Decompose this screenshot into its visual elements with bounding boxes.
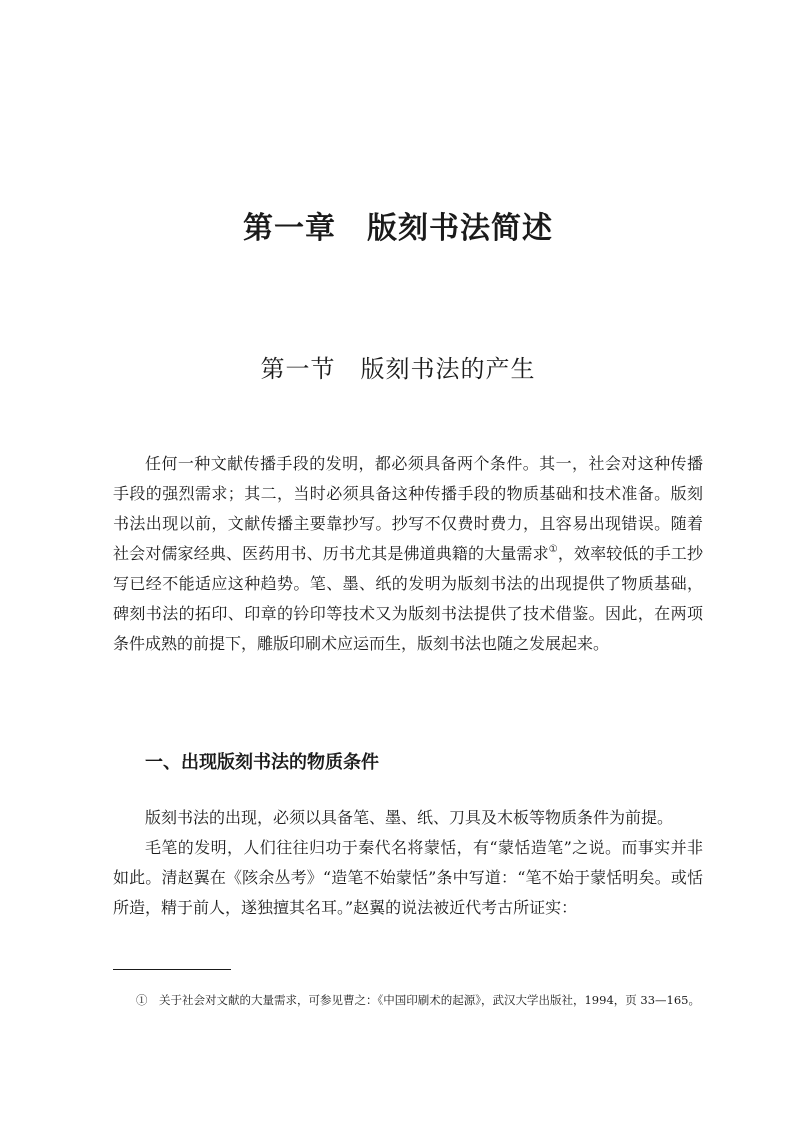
intro-text-part-2: ，效率较低的手工抄写已经不能适应这种趋势。笔、墨、纸的发明为版刻书法的出现提供了物质基础，碑刻书法的拓印、印章的钤印等技术又为版刻书法提供了技术借鉴。因此，在两项条件成熟的前提下，雕版印刷术应运而生，版刻书法也随之发展起来。 bbox=[113, 544, 703, 653]
footnote: ① 关于社会对文献的大量需求，可参见曹之：《中国印刷术的起源》，武汉大学出版社，1994，页 33—165。 bbox=[136, 993, 701, 1007]
footnote-separator bbox=[113, 969, 231, 970]
body-paragraph: 毛笔的发明，人们往往归功于秦代名将蒙恬，有“蒙恬造笔”之说。而事实并非如此。清赵翼在《陔余丛考》“造笔不始蒙恬”条中写道：“笔不始于蒙恬明矣。或恬所造，精于前人，遂独擅其名耳。”赵翼的说法被近代考古所证实： bbox=[113, 838, 703, 917]
footnote-reference-mark[interactable]: ① bbox=[548, 544, 558, 555]
body-paragraph: 版刻书法的出现，必须以具备笔、墨、纸、刀具及木板等物质条件为前提。 bbox=[145, 808, 674, 827]
body-text bbox=[113, 803, 703, 923]
intro-paragraph bbox=[113, 449, 703, 659]
chapter-title: 第一章 版刻书法简述 bbox=[243, 211, 553, 246]
intro-text-part-1: 任何一种文献传播手段的发明，都必须具备两个条件。其一，社会对这种传播手段的强烈需求；其二，当时必须具备这种传播手段的物质基础和技术准备。版刻书法出现以前，文献传播主要靠抄写。抄写不仅费时费力，且容易出现错误。随着社会对儒家经典、医药用书、历书尤其是佛道典籍的大量需求 bbox=[113, 454, 703, 563]
section-title: 第一节 版刻书法的产生 bbox=[260, 355, 536, 383]
subsection-title: 一、出现版刻书法的物质条件 bbox=[145, 752, 379, 773]
